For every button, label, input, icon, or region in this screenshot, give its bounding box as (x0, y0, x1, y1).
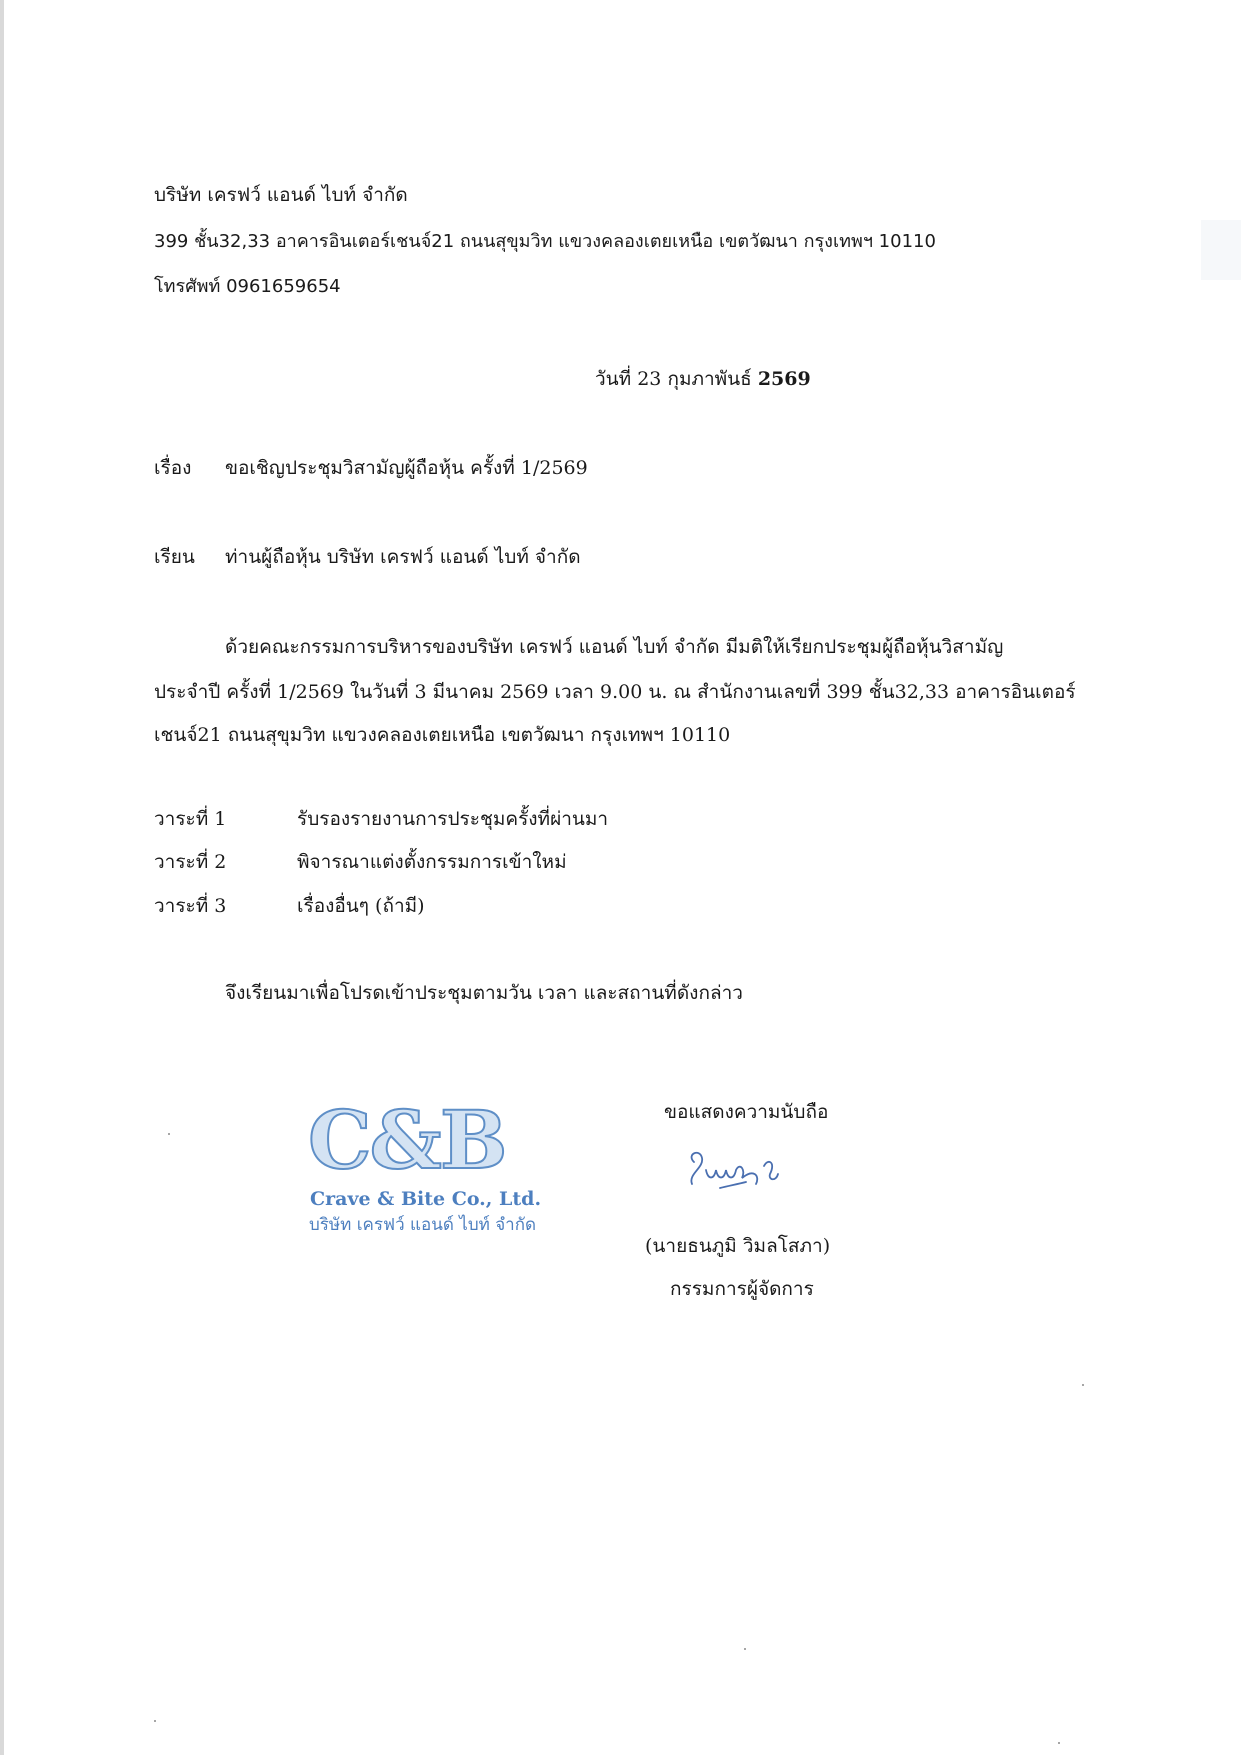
company-name: บริษัท เครฟว์ แอนด์ ไบท์ จำกัด (154, 184, 408, 206)
scan-speck (154, 1720, 156, 1722)
scan-speck (1058, 1742, 1060, 1744)
company-phone: โทรศัพท์ 0961659654 (154, 276, 341, 297)
logo-mark: C&B (308, 1093, 506, 1187)
recipient-label: เรียน (154, 546, 195, 568)
subject-text: ขอเชิญประชุมวิสามัญผู้ถือหุ้น ครั้งที่ 1/2569 (225, 457, 588, 479)
date-label: วันที่ 23 กุมภาพันธ์ (595, 368, 752, 390)
scan-edge (0, 0, 4, 1755)
handwritten-signature (680, 1140, 800, 1202)
company-logo (300, 1093, 570, 1240)
scan-speck (1082, 1384, 1084, 1386)
date-year: 2569 (757, 368, 811, 390)
logo-english-name: Crave & Bite Co., Ltd. (310, 1188, 542, 1210)
closing-text: จึงเรียนมาเพื่อโปรดเข้าประชุมตามวัน เวลา และสถานที่ดังกล่าว (225, 982, 743, 1004)
company-address: 399 ชั้น32,33 อาคารอินเตอร์เชนจ์21 ถนนสุขุมวิท แขวงคลองเตยเหนือ เขตวัฒนา กรุงเทพฯ 10110 (154, 231, 936, 252)
agenda-label-3: วาระที่ 3 (154, 895, 227, 917)
scan-speck (744, 1648, 746, 1650)
recipient-text: ท่านผู้ถือหุ้น บริษัท เครฟว์ แอนด์ ไบท์ จำกัด (225, 546, 581, 568)
subject-label: เรื่อง (154, 457, 192, 479)
signatory-name: (นายธนภูมิ วิมลโสภา) (645, 1235, 831, 1257)
body-line-3: เชนจ์21 ถนนสุขุมวิท แขวงคลองเตยเหนือ เขตวัฒนา กรุงเทพฯ 10110 (154, 724, 731, 746)
body-line-1: ด้วยคณะกรรมการบริหารของบริษัท เครฟว์ แอนด์ ไบท์ จำกัด มีมติให้เรียกประชุมผู้ถือหุ้นวิสามัญ (225, 636, 1004, 658)
signatory-title: กรรมการผู้จัดการ (670, 1278, 814, 1300)
agenda-text-3: เรื่องอื่นๆ (ถ้ามี) (297, 895, 425, 917)
scan-smudge (1201, 220, 1241, 280)
letter-date (595, 370, 811, 389)
scan-speck (168, 1133, 170, 1135)
agenda-label-2: วาระที่ 2 (154, 851, 227, 873)
logo-thai-name: บริษัท เครฟว์ แอนด์ ไบท์ จำกัด (309, 1215, 537, 1235)
agenda-text-2: พิจารณาแต่งตั้งกรรมการเข้าใหม่ (297, 851, 567, 873)
agenda-text-1: รับรองรายงานการประชุมครั้งที่ผ่านมา (297, 808, 609, 830)
body-line-2: ประจำปี ครั้งที่ 1/2569 ในวันที่ 3 มีนาคม 2569 เวลา 9.00 น. ณ สำนักงานเลขที่ 399 ชั้น32,33 อาคารอินเตอร์ (154, 681, 1076, 703)
agenda-label-1: วาระที่ 1 (154, 808, 227, 830)
regards-text: ขอแสดงความนับถือ (664, 1101, 829, 1123)
